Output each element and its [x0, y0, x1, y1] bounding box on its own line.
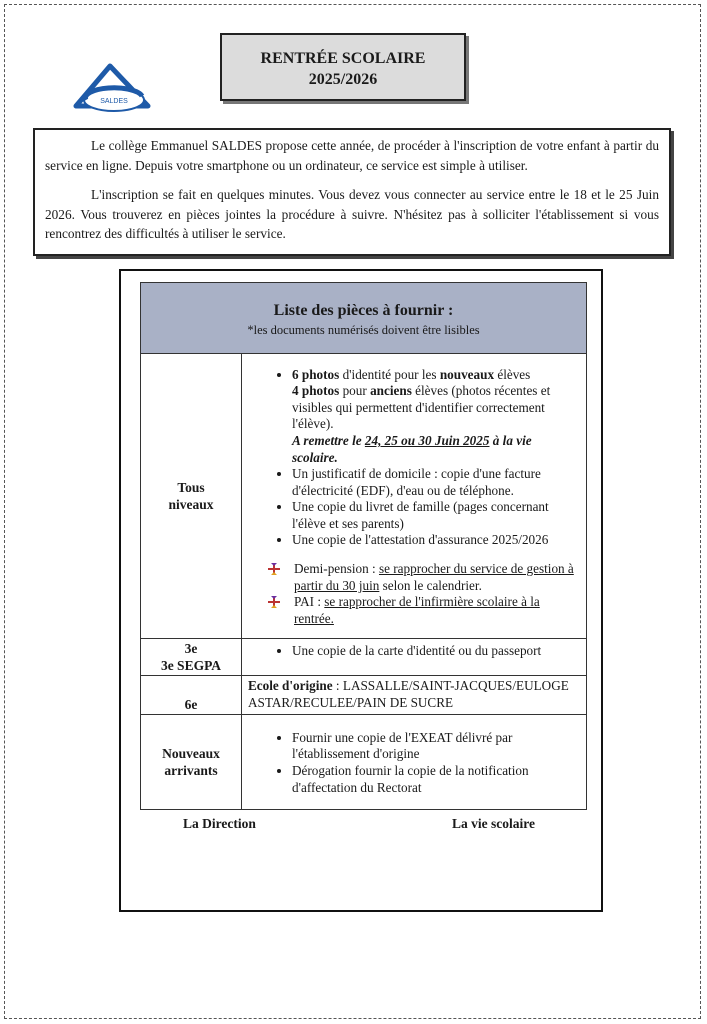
- arrow-bullet-icon: [268, 596, 280, 608]
- content-cell-tous: [242, 354, 587, 639]
- list-item: • Une copie de la carte d'identité ou du passeport: [292, 643, 578, 660]
- content-cell-nouveaux: [242, 715, 587, 810]
- svg-text:SALDES: SALDES: [100, 98, 128, 105]
- intro-paragraph-1: Le collège Emmanuel SALDES propose cette année, de procéder à l'inscription de votre enfant à partir du service en ligne. Depuis votre smartphone ou un ordinateur, ce service est simple à utiliser.: [45, 138, 659, 173]
- level-cell-nouveaux: [141, 715, 242, 810]
- table-row: [141, 676, 587, 715]
- table-row: [141, 354, 587, 639]
- level-cell-6e: 6e: [141, 676, 242, 715]
- list-item: • Un justificatif de domicile : copie d'une facture d'électricité (EDF), d'eau ou de téléphone.: [292, 466, 578, 499]
- arrow-bullet-icon: [268, 563, 280, 575]
- signature-vie-scolaire: La vie scolaire: [452, 816, 535, 831]
- documents-table: [140, 282, 587, 810]
- table-row: [141, 639, 587, 676]
- title-line-1: RENTRÉE SCOLAIRE: [260, 50, 426, 67]
- list-item: • Une copie du livret de famille (pages concernant l'élève et ses parents): [292, 499, 578, 532]
- table-subheading: *les documents numérisés doivent être lisibles: [247, 323, 480, 337]
- title-line-2: 2025/2026: [308, 71, 378, 88]
- table-heading: Liste des pièces à fournir :: [273, 302, 454, 320]
- content-cell-3e: [242, 639, 587, 676]
- level-cell-tous: [141, 354, 242, 639]
- list-item: • Dérogation fournir la copie de la notification d'affectation du Rectorat: [292, 763, 578, 796]
- list-item-demi-pension: Demi-pension : se rapprocher du service de gestion à partir du 30 juin selon le calendrier.: [266, 561, 578, 594]
- origin-label: Ecole d'origine: [248, 678, 333, 694]
- list-item: • Une copie de l'attestation d'assurance 2025/2026: [292, 532, 578, 549]
- level-label: 3e SEGPA: [160, 658, 222, 673]
- level-label: Nouveaux: [162, 746, 220, 761]
- origin-value: : LASSALLE/SAINT-JACQUES/EULOGE ASTAR/RECULEE/PAIN DE SUCRE: [248, 678, 569, 710]
- list-item-pai: PAI : se rapprocher de l'infirmière scolaire à la rentrée.: [266, 594, 578, 627]
- list-item: • 6 photos d'identité pour les nouveaux élèves 4 photos pour anciens élèves (photos récentes et visibles qui permettent d'identifier correctement l'élève). A remettre le 24, 25 ou 30 Juin 2025 à la vie scolaire.: [292, 367, 578, 467]
- level-label: arrivants: [164, 763, 218, 778]
- list-item: • Fournir une copie de l'EXEAT délivré par l'établissement d'origine: [292, 730, 578, 763]
- intro-box: [33, 128, 671, 256]
- table-row: [141, 715, 587, 810]
- college-logo: [70, 62, 156, 122]
- remettre-note: A remettre le 24, 25 ou 30 Juin 2025 à la vie scolaire.: [292, 432, 532, 465]
- level-label: 3e: [184, 641, 198, 656]
- content-cell-6e: [242, 676, 587, 715]
- table-header: [141, 283, 587, 354]
- level-label: niveaux: [168, 497, 214, 512]
- title-box: [220, 33, 466, 101]
- level-cell-3e: [141, 639, 242, 676]
- level-label: Tous: [177, 480, 205, 495]
- intro-paragraph-2: L'inscription se fait en quelques minutes. Vous devez vous connecter au service entre le 18 et le 25 Juin 2026. Vous trouverez en pièces jointes la procédure à suivre. N'hésitez pas à solliciter l'établissement si vous rencontrez des difficultés à utiliser le service.: [45, 187, 659, 241]
- signature-direction: La Direction: [183, 816, 256, 831]
